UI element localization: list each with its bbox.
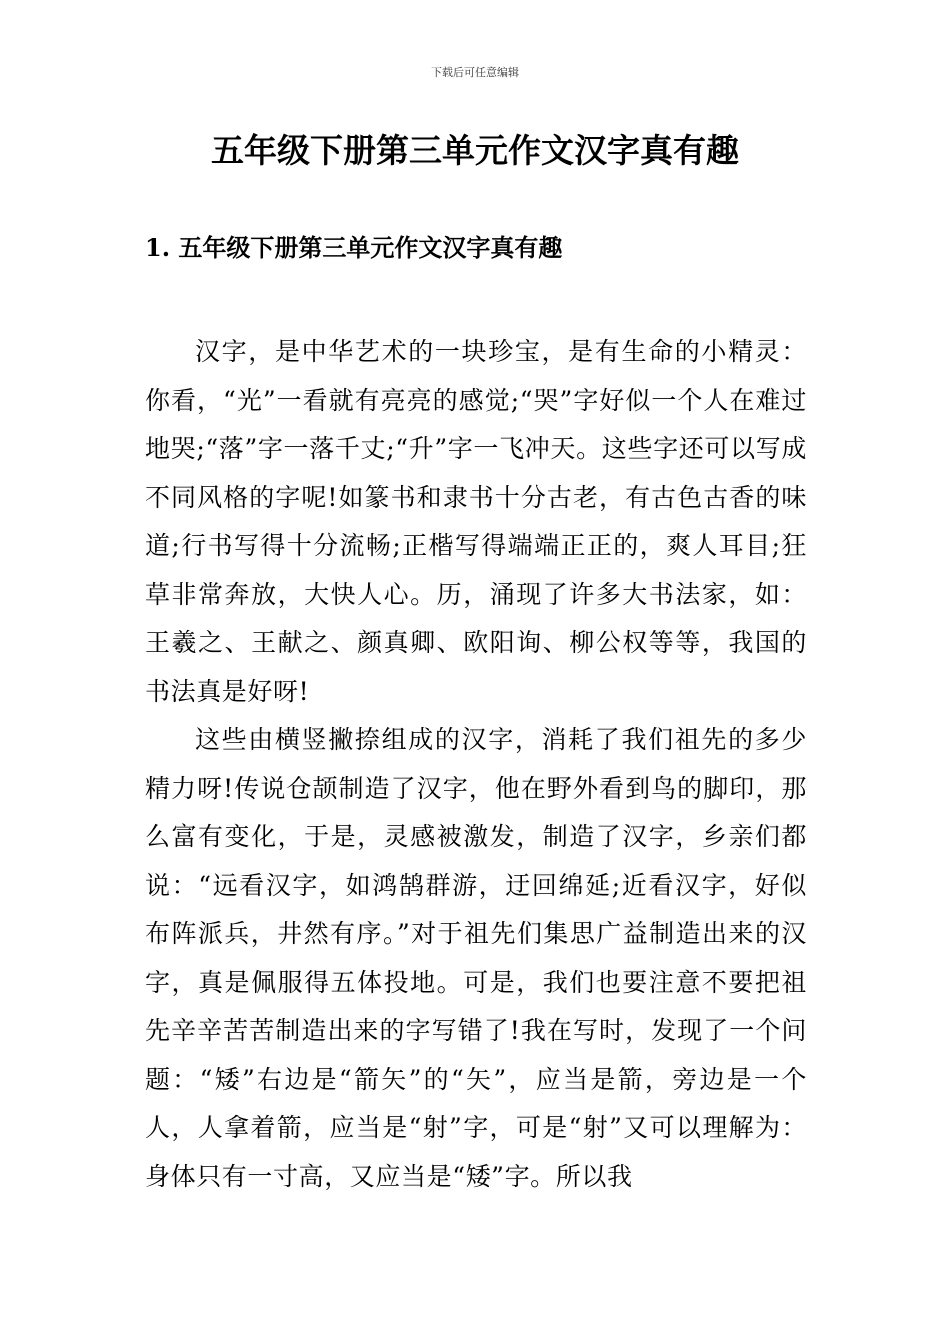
document-title: 五年级下册第三单元作文汉字真有趣 bbox=[211, 131, 739, 170]
section-heading: 1. 五年级下册第三单元作文汉字真有趣 bbox=[145, 233, 563, 262]
document-body bbox=[145, 328, 807, 1201]
header-note: 下载后可任意编辑 bbox=[431, 66, 519, 79]
paragraph-2: 这些由横竖撇捺组成的汉字，消耗了我们祖先的多少精力呀!传说仓颉制造了汉字，他在野外看到鸟的脚印，那么富有变化，于是，灵感被激发，制造了汉字，乡亲们都说：“远看汉字，如鸿鹄群游，迂回绵延;近看汉字，好似布阵派兵，井然有序。”对于祖先们集思广益制造出来的汉字，真是佩服得五体投地。可是，我们也要注意不要把祖先辛辛苦苦制造出来的字写错了!我在写时，发现了一个问题：“矮”右边是“箭矢”的“矢”，应当是箭，旁边是一个人，人拿着箭，应当是“射”字，可是“射”又可以理解为：身体只有一寸高，又应当是“矮”字。所以我 bbox=[145, 725, 807, 1191]
paragraph-1: 汉字，是中华艺术的一块珍宝，是有生命的小精灵：你看，“光”一看就有亮亮的感觉;“哭”字好似一个人在难过地哭;“落”字一落千丈;“升”字一飞冲天。这些字还可以写成不同风格的字呢!如篆书和隶书十分古老，有古色古香的味道;行书写得十分流畅;正楷写得端端正正的，爽人耳目;狂草非常奔放，大快人心。历，涌现了许多大书法家，如：王羲之、王献之、颜真卿、欧阳询、柳公权等等，我国的书法真是好呀! bbox=[145, 337, 807, 706]
